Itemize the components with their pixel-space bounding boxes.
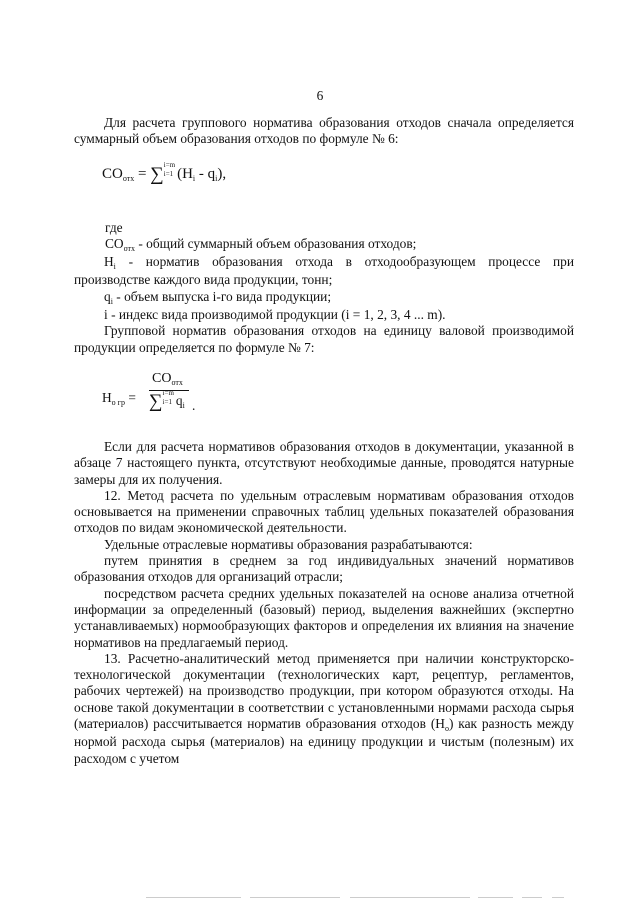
definition-co (74, 236, 574, 254)
def2-sub: i (113, 262, 116, 272)
f6-eq: = (137, 165, 147, 182)
f7-eq: = (128, 389, 136, 405)
f6-sum-bottom: i=1 (163, 170, 174, 179)
p13-text-b: ) как разность между нормой расхода сырья (материалов) на единицу продукции и чистым (полезным) их расходом с учетом (74, 716, 574, 766)
scan-artifact-line (350, 897, 470, 898)
p13-text-a: 13. Расчетно-аналитический метод применяется при наличии конструкторско-технологической документации (технологических карт, рецептур, регламентов, рабочих чертежей) на производство продукции, при котором образуются отходы. На основе такой документации в соответствии с установленными нормами расхода сырья (материалов) рассчитывается норматив образования отходов ( (74, 650, 574, 732)
f7-num: CO (152, 370, 172, 386)
f7-numerator (152, 371, 183, 388)
page-number: 6 (316, 88, 324, 103)
sum-icon: ∑ (150, 163, 164, 185)
scan-artifact-line (478, 897, 513, 898)
f7-lhs-group (102, 390, 136, 408)
f7-dot: . (192, 397, 196, 413)
f6-limits (164, 161, 175, 179)
paragraph-posr: посредством расчета средних удельных показателей на основе анализа отчетной информации за определенный (базовый) период, выделения важнейших (экспертно устанавливаемых) нормообразующих факторов и определения их влияния на значение нормативов на предлагаемый период. (74, 585, 574, 650)
definition-q (74, 289, 574, 307)
f7-limits (163, 389, 174, 407)
def3-text: - объем выпуска i-го вида продукции; (112, 288, 332, 304)
def1-symbol: CO (105, 235, 124, 251)
f7-sum-top: i=m (162, 388, 174, 397)
scan-artifact-line (146, 897, 241, 898)
f6-lhs: CO (102, 165, 123, 182)
f6-lhs-sub: отх (122, 173, 135, 183)
f6-body-sub: i (192, 173, 196, 183)
def3-sub: i (110, 296, 113, 306)
scan-artifact-line (552, 897, 564, 898)
f7-lhs-sub: о гр (111, 397, 125, 407)
def3-symbol: q (104, 288, 111, 304)
def2-symbol: H (104, 254, 114, 270)
scan-artifact-line (522, 897, 542, 898)
f7-lhs: H (102, 389, 112, 405)
formula-7 (74, 356, 574, 436)
p13-symbol: H (435, 716, 445, 732)
f6-minus: - q (195, 165, 216, 182)
p13-sub: о (444, 724, 449, 734)
f6-end: ), (217, 165, 227, 182)
document-body (74, 115, 574, 767)
f7-den-sub: i (182, 400, 185, 410)
where-label: где (105, 219, 123, 235)
f7-den: q (175, 392, 183, 408)
f6-body: (H (177, 165, 193, 182)
def1-text: - общий суммарный объем образования отходов; (135, 235, 417, 251)
f6-q-sub: i (215, 173, 218, 183)
def2-text: - норматив образования отхода в отходообразующем процессе при производстве каждого вида продукции, тонн; (74, 254, 574, 288)
intro-paragraph: Для расчета группового норматива образования отходов сначала определяется суммарный объем образования отходов по формуле № 6: (74, 115, 574, 147)
definition-i: i - индекс вида производимой продукции (i = 1, 2, 3, 4 ... m). (104, 307, 446, 323)
def1-sub: отх (123, 243, 135, 253)
scan-artifact-line (250, 897, 340, 898)
paragraph-13 (74, 651, 574, 767)
sum-icon: ∑ (149, 390, 163, 412)
definition-h (74, 254, 574, 289)
f6-sum-top: i=m (163, 161, 176, 170)
group-paragraph: Групповой норматив образования отходов на единицу валовой производимой продукции определяется по формуле № 7: (74, 323, 574, 355)
f7-sum-bottom: i=1 (162, 397, 172, 406)
formula-6 (74, 148, 574, 210)
f7-num-sub: отх (171, 377, 183, 387)
paragraph-put: путем принятия в среднем за год индивидуальных значений нормативов образования отходов для организаций отрасли; (74, 553, 574, 585)
f7-denominator (149, 388, 185, 412)
paragraph-12: 12. Метод расчета по удельным отраслевым нормативам образования отходов основывается на применении справочных таблиц удельных показателей образования отходов по видам экономической деятельности. (74, 487, 574, 536)
paragraph-udel: Удельные отраслевые нормативы образования разрабатываются: (104, 536, 473, 552)
paragraph-if: Если для расчета нормативов образования отходов в документации, указанной в абзаце 7 настоящего пункта, отсутствуют необходимые данные, проводятся натурные замеры для их получения. (74, 438, 574, 487)
